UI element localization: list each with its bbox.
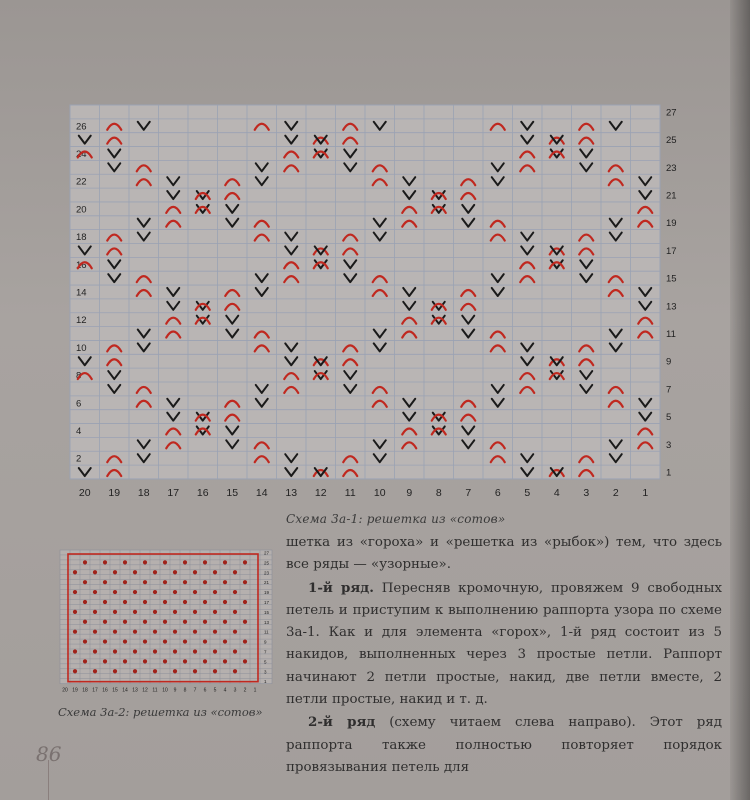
dot-symbol (243, 639, 247, 643)
dot-symbol (113, 590, 117, 594)
row-number-right: 17 (666, 245, 677, 257)
column-number: 1 (253, 687, 257, 694)
dot-symbol (223, 659, 227, 663)
column-number: 10 (162, 687, 168, 694)
dot-symbol (243, 580, 247, 584)
column-number: 13 (132, 687, 138, 694)
chart-3a-1 (60, 95, 715, 510)
dot-symbol (223, 639, 227, 643)
dot-symbol (153, 590, 157, 594)
dot-symbol (83, 639, 87, 643)
dot-symbol (113, 630, 117, 634)
column-number: 12 (142, 687, 148, 694)
column-number: 8 (183, 687, 187, 694)
dot-symbol (163, 560, 167, 564)
row-number-left: 24 (76, 148, 87, 160)
dot-symbol (233, 590, 237, 594)
row-number-left: 6 (76, 398, 82, 410)
row-number-right: 11 (264, 629, 269, 635)
column-number: 11 (152, 687, 158, 694)
column-number: 14 (255, 486, 268, 499)
dot-symbol (163, 620, 167, 624)
page-number: 86 (36, 742, 62, 766)
dot-symbol (83, 580, 87, 584)
dot-symbol (163, 639, 167, 643)
paragraph-row1 (286, 577, 722, 712)
row-number-right: 9 (264, 639, 267, 645)
row-number-right: 13 (264, 619, 270, 625)
dot-symbol (103, 560, 107, 564)
dot-symbol (233, 630, 237, 634)
dot-symbol (173, 610, 177, 614)
dot-symbol (103, 580, 107, 584)
dot-symbol (143, 639, 147, 643)
corner-mark (48, 760, 73, 800)
row-number-right: 21 (666, 190, 677, 202)
dot-symbol (123, 580, 127, 584)
row1-label: 1-й ряд. (308, 579, 374, 596)
dot-symbol (173, 570, 177, 574)
column-number: 4 (553, 486, 560, 499)
row-number-left: 18 (76, 232, 87, 244)
column-number: 7 (193, 687, 197, 694)
dot-symbol (93, 610, 97, 614)
row2-text: (схему читаем слева направо). Этот ряд раппорта также полностью повторяет порядок провязывания петель для (286, 715, 722, 775)
column-number: 14 (122, 687, 128, 694)
dot-symbol (83, 600, 87, 604)
row-number-right: 23 (264, 570, 270, 576)
dot-symbol (153, 610, 157, 614)
row-number-left: 2 (76, 453, 82, 465)
dot-symbol (133, 610, 137, 614)
page-edge-shadow (730, 0, 750, 800)
row-number-left: 10 (76, 342, 87, 354)
row-number-right: 1 (666, 467, 672, 479)
dot-symbol (73, 590, 77, 594)
dot-symbol (193, 669, 197, 673)
column-number: 13 (285, 486, 298, 499)
column-number: 7 (465, 486, 472, 499)
dot-symbol (203, 560, 207, 564)
row-number-left: 20 (76, 204, 87, 216)
dot-symbol (193, 590, 197, 594)
column-number: 17 (167, 486, 180, 499)
dot-symbol (123, 560, 127, 564)
row-number-right: 7 (264, 649, 267, 655)
dot-symbol (93, 649, 97, 653)
column-number: 17 (92, 687, 98, 694)
column-number: 18 (82, 687, 88, 694)
row-number-right: 27 (666, 107, 677, 119)
dot-symbol (193, 630, 197, 634)
dot-symbol (123, 639, 127, 643)
column-number: 16 (102, 687, 108, 694)
dot-symbol (223, 600, 227, 604)
dot-symbol (83, 659, 87, 663)
dot-symbol (93, 630, 97, 634)
column-number: 2 (612, 486, 619, 499)
dot-symbol (133, 669, 137, 673)
column-number: 1 (642, 486, 649, 499)
chart-3a-2-grid (60, 550, 272, 684)
row-number-left: 14 (76, 287, 87, 299)
row-number-right: 27 (264, 550, 270, 556)
dot-symbol (113, 669, 117, 673)
dot-symbol (73, 649, 77, 653)
dot-symbol (83, 560, 87, 564)
column-number: 5 (524, 486, 531, 499)
column-number: 19 (108, 486, 121, 499)
row1-text: Пересняв кромочную, провяжем 9 свободных петель и приступим к выполнению раппорта узора по схеме 3а-1. Как и для элемента «горох», 1-й ряд состоит из 5 накидов, выполненных через 3 простые петли. Раппорт начинают 2 петли простые, накид, две петли вместе, 2 петли простые, накид и т. д. (286, 580, 723, 708)
column-number: 19 (72, 687, 78, 694)
row-number-right: 21 (264, 580, 270, 586)
column-number: 8 (435, 486, 442, 499)
dot-symbol (143, 580, 147, 584)
row-number-left: 12 (76, 315, 87, 327)
row-number-left: 16 (76, 259, 87, 271)
dot-symbol (153, 649, 157, 653)
dot-symbol (153, 630, 157, 634)
column-number: 15 (112, 687, 118, 694)
dot-symbol (133, 649, 137, 653)
dot-symbol (93, 570, 97, 574)
dot-symbol (213, 590, 217, 594)
column-number: 4 (223, 687, 227, 694)
column-number: 10 (373, 486, 386, 499)
dot-symbol (183, 620, 187, 624)
dot-symbol (143, 560, 147, 564)
dot-symbol (213, 649, 217, 653)
dot-symbol (213, 630, 217, 634)
dot-symbol (183, 580, 187, 584)
dot-symbol (183, 659, 187, 663)
dot-symbol (153, 669, 157, 673)
row-number-right: 3 (264, 669, 267, 675)
dot-symbol (233, 649, 237, 653)
dot-symbol (203, 620, 207, 624)
dot-symbol (83, 620, 87, 624)
dot-symbol (203, 639, 207, 643)
dot-symbol (123, 600, 127, 604)
row-number-right: 9 (666, 356, 672, 368)
row-number-right: 11 (666, 329, 676, 341)
column-number: 9 (173, 687, 177, 694)
column-number: 2 (243, 687, 247, 694)
chart-3a-1-caption: Схема 3а-1: решетка из «сотов» (286, 512, 506, 526)
dot-symbol (183, 600, 187, 604)
dot-symbol (193, 610, 197, 614)
row-number-right: 25 (264, 560, 270, 566)
dot-symbol (143, 600, 147, 604)
column-number: 16 (196, 486, 209, 499)
row-number-right: 15 (666, 273, 677, 285)
chart-3a-2 (58, 548, 280, 698)
chart-3a-2-caption: Схема 3а-2: решетка из «сотов» (58, 705, 263, 719)
dot-symbol (223, 620, 227, 624)
dot-symbol (243, 659, 247, 663)
dot-symbol (173, 590, 177, 594)
row-number-right: 19 (666, 218, 677, 230)
dot-symbol (223, 560, 227, 564)
column-number: 18 (137, 486, 150, 499)
dot-symbol (233, 669, 237, 673)
dot-symbol (103, 639, 107, 643)
row-number-right: 5 (666, 412, 672, 424)
body-text (286, 532, 722, 779)
dot-symbol (113, 570, 117, 574)
column-number: 5 (213, 687, 217, 694)
row-number-right: 7 (666, 384, 672, 396)
row-number-left: 8 (76, 370, 82, 382)
dot-symbol (113, 610, 117, 614)
dot-symbol (243, 600, 247, 604)
dot-symbol (143, 620, 147, 624)
column-number: 6 (203, 687, 207, 694)
column-number: 20 (78, 486, 91, 499)
dot-symbol (133, 630, 137, 634)
paragraph-intro: шетка из «гороха» и «решетка из «рыбок») тем, что здесь все ряды — «узорные». (286, 535, 722, 573)
dot-symbol (203, 659, 207, 663)
dot-symbol (113, 649, 117, 653)
dot-symbol (73, 570, 77, 574)
column-number: 6 (494, 486, 501, 499)
column-number: 15 (226, 486, 239, 499)
dot-symbol (73, 630, 77, 634)
row-number-right: 17 (264, 599, 270, 605)
dot-symbol (103, 659, 107, 663)
dot-symbol (93, 590, 97, 594)
dot-symbol (103, 620, 107, 624)
row-number-right: 23 (666, 162, 677, 174)
dot-symbol (183, 639, 187, 643)
row-number-right: 3 (666, 439, 672, 451)
row-number-right: 13 (666, 301, 677, 313)
dot-symbol (183, 560, 187, 564)
column-number: 3 (233, 687, 237, 694)
dot-symbol (163, 580, 167, 584)
dot-symbol (93, 669, 97, 673)
dot-symbol (173, 649, 177, 653)
dot-symbol (193, 649, 197, 653)
dot-symbol (73, 669, 77, 673)
dot-symbol (213, 669, 217, 673)
dot-symbol (163, 659, 167, 663)
dot-symbol (143, 659, 147, 663)
row-number-right: 15 (264, 609, 270, 615)
dot-symbol (133, 570, 137, 574)
row-number-right: 19 (264, 590, 270, 596)
dot-symbol (243, 560, 247, 564)
dot-symbol (233, 610, 237, 614)
chart-3a-1-grid (70, 105, 660, 479)
dot-symbol (203, 580, 207, 584)
column-number: 9 (406, 486, 413, 499)
dot-symbol (233, 570, 237, 574)
dot-symbol (123, 620, 127, 624)
row-number-left: 26 (76, 121, 87, 133)
dot-symbol (203, 600, 207, 604)
dot-symbol (123, 659, 127, 663)
dot-symbol (133, 590, 137, 594)
row-number-left: 4 (76, 425, 82, 437)
dot-symbol (73, 610, 77, 614)
dot-symbol (153, 570, 157, 574)
row-number-right: 5 (264, 659, 267, 665)
dot-symbol (243, 620, 247, 624)
row-number-left: 22 (76, 176, 87, 188)
column-number: 20 (62, 687, 68, 694)
dot-symbol (193, 570, 197, 574)
dot-symbol (173, 669, 177, 673)
row-number-right: 25 (666, 135, 677, 147)
column-number: 3 (583, 486, 590, 499)
dot-symbol (103, 600, 107, 604)
dot-symbol (213, 570, 217, 574)
column-number: 11 (344, 486, 356, 499)
row2-label: 2-й ряд (308, 714, 376, 731)
dot-symbol (213, 610, 217, 614)
dot-symbol (163, 600, 167, 604)
row-number-right: 1 (264, 679, 267, 685)
paragraph-row2 (286, 711, 722, 779)
dot-symbol (173, 630, 177, 634)
dot-symbol (223, 580, 227, 584)
column-number: 12 (314, 486, 327, 499)
